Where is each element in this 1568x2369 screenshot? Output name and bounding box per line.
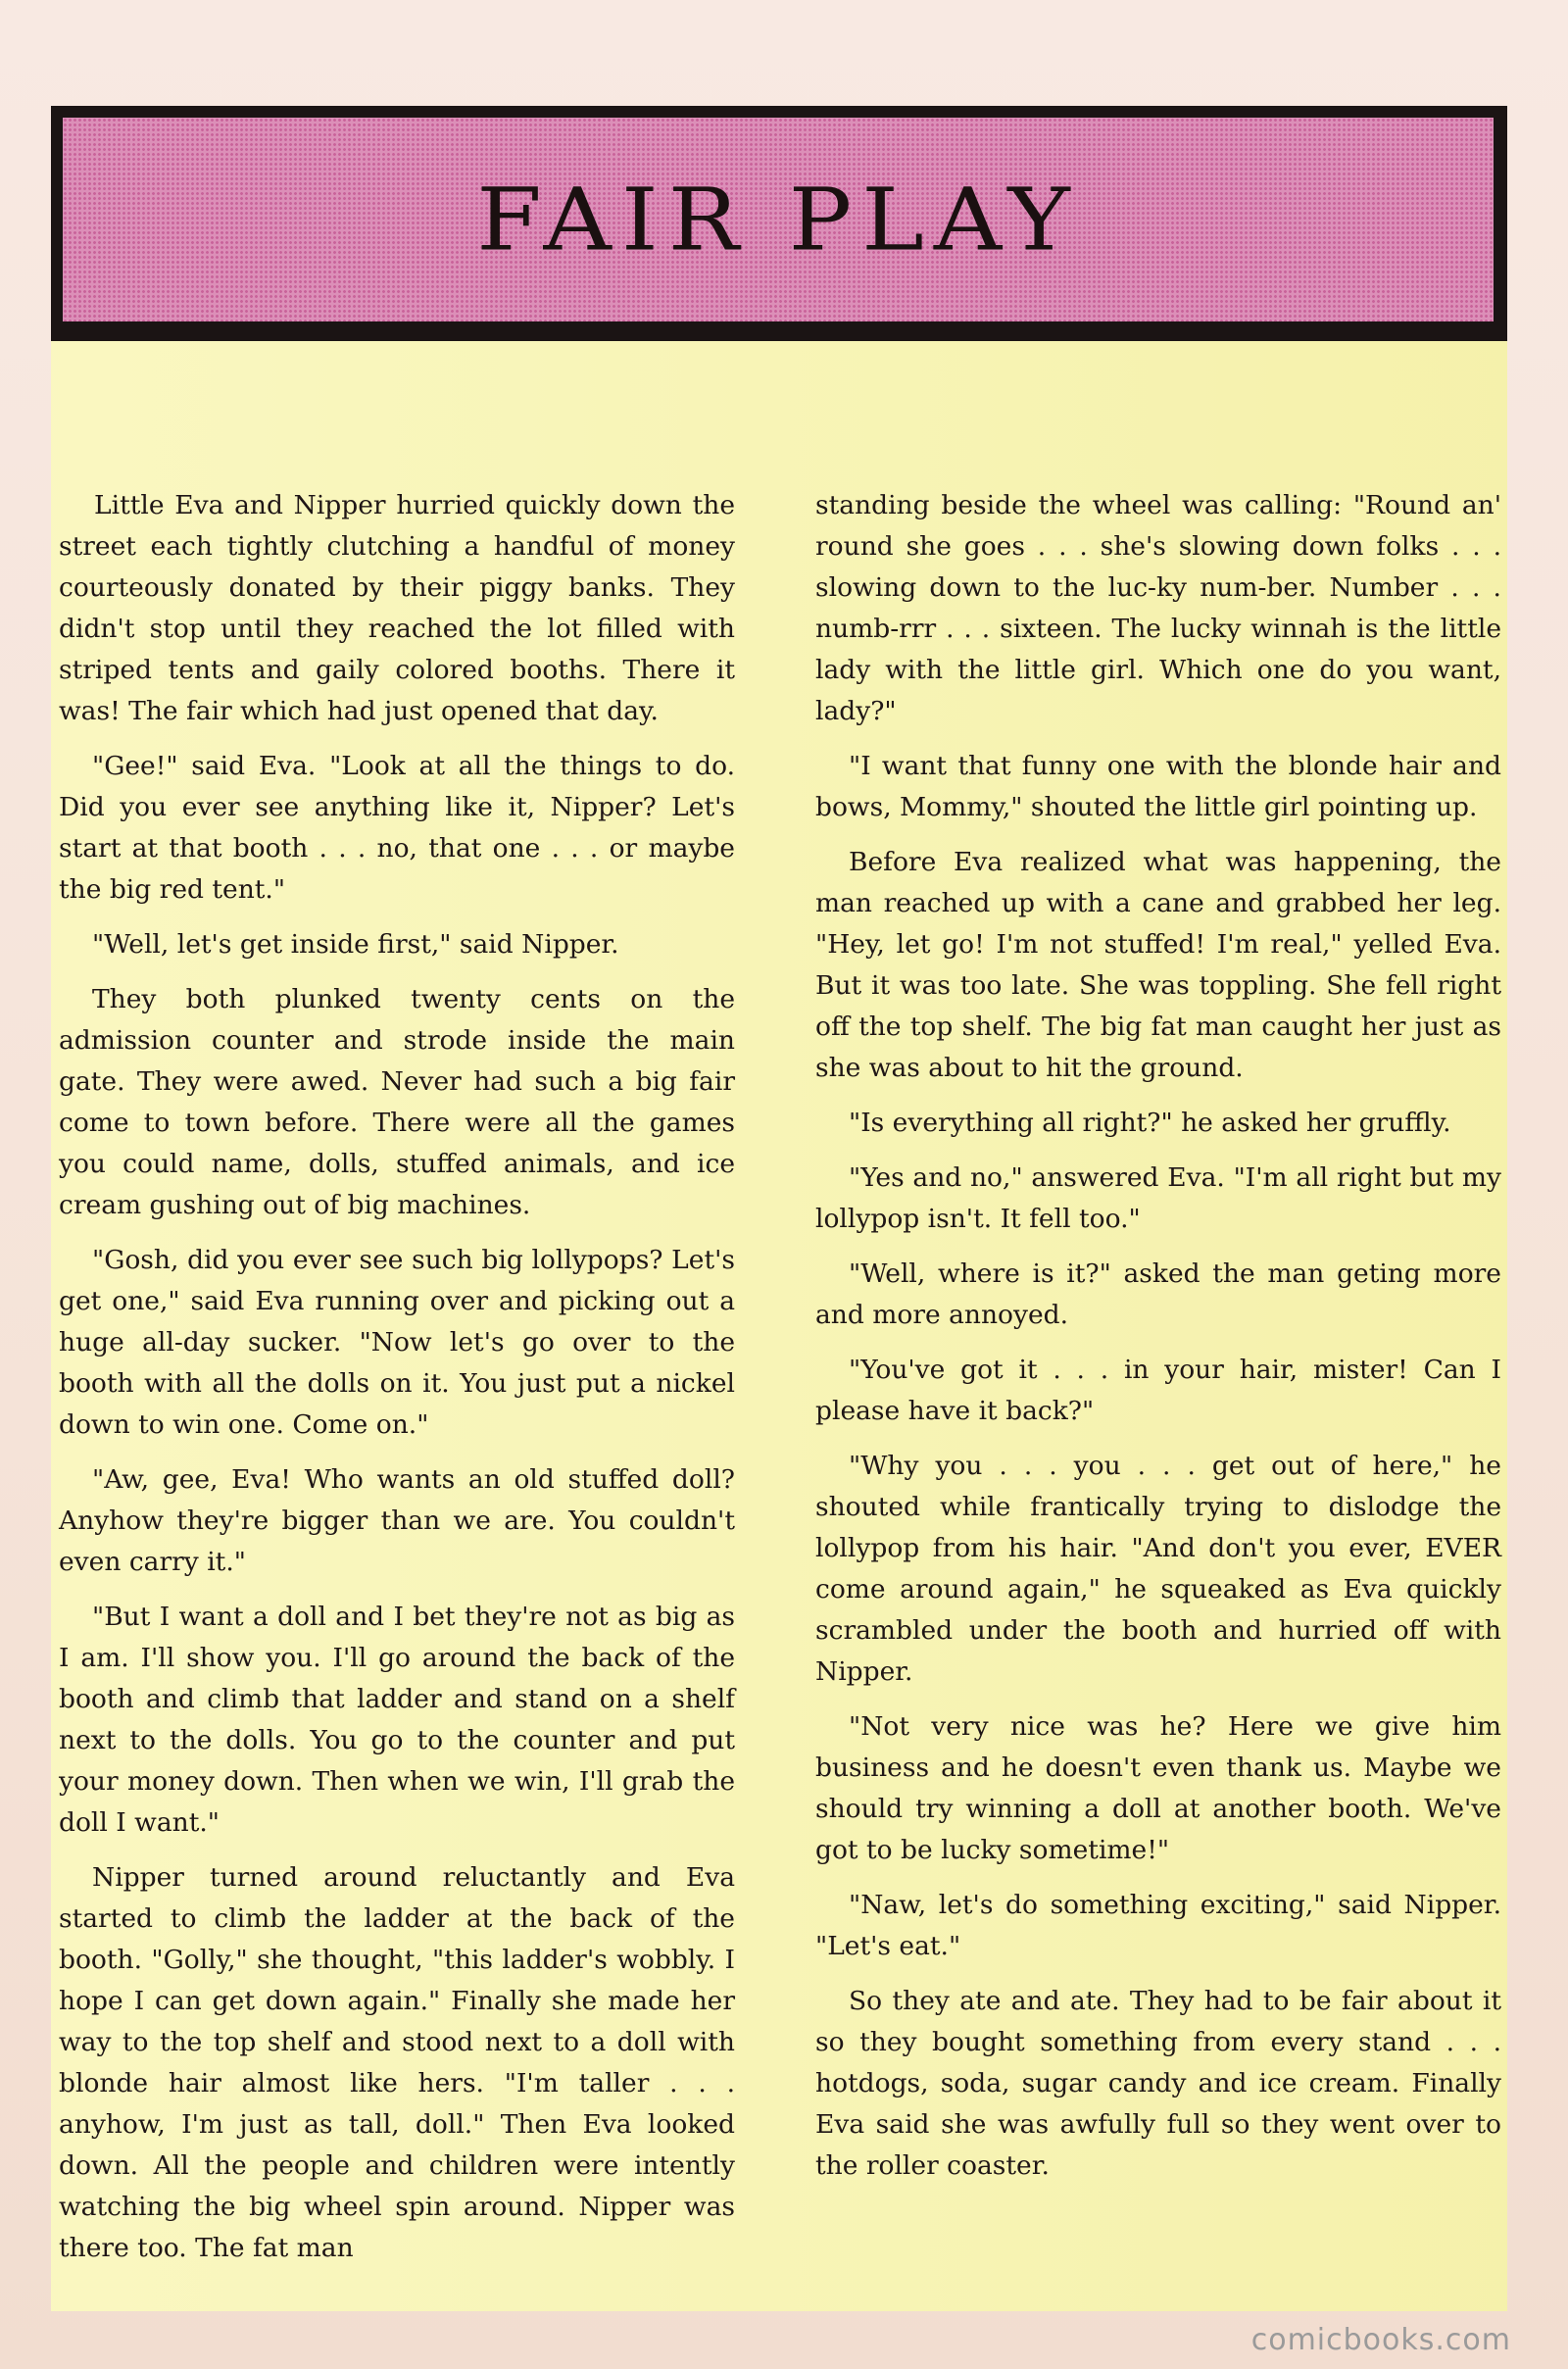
- paragraph: "Is everything all right?" he asked her gruffly.: [849, 1108, 1451, 1138]
- paragraph: standing beside the wheel was calling: "Round an' round she goes . . . she's slowing down folks . . . slowing down to the luc-ky num-ber. Number . . . numb-rrr . . . sixteen. The lucky winnah is the little lady with the little girl. Which one do you want, lady?": [815, 490, 1501, 726]
- paragraph: "Gosh, did you ever see such big lollypops? Let's get one," said Eva running over and picking out a huge all-day sucker. "Now let's go over to the booth with all the dolls on it. You just put a nickel down to win one. Come on.": [59, 1245, 735, 1440]
- paragraph: "Gee!" said Eva. "Look at all the things to do. Did you ever see anything like it, Nipper? Let's start at that booth . . . no, that one . . . or maybe the big red tent.": [59, 751, 735, 905]
- paragraph: "You've got it . . . in your hair, mister! Can I please have it back?": [815, 1355, 1501, 1426]
- paragraph: "I want that funny one with the blonde hair and bows, Mommy," shouted the little girl pointing up.: [815, 751, 1501, 822]
- watermark: comicbooks.com: [1250, 2323, 1511, 2357]
- paragraph: "Well, let's get inside first," said Nipper.: [92, 929, 619, 960]
- title-banner-fill: [63, 118, 1494, 321]
- title-banner: [51, 106, 1507, 341]
- paragraph: "Well, where is it?" asked the man geting more and more annoyed.: [815, 1259, 1501, 1330]
- left-column: [59, 485, 735, 2283]
- paragraph: "Naw, let's do something exciting," said Nipper. "Let's eat.": [815, 1890, 1501, 1961]
- story-title: FAIR PLAY: [476, 169, 1080, 271]
- paragraph: "Yes and no," answered Eva. "I'm all right but my lollypop isn't. It fell too.": [815, 1162, 1501, 1234]
- paragraph: Before Eva realized what was happening, the man reached up with a cane and grabbed her leg. "Hey, let go! I'm not stuffed! I'm real," yelled Eva. But it was too late. She was toppling. She fell right off the top shelf. The big fat man caught her just as she was about to hit the ground.: [815, 847, 1501, 1083]
- paragraph: They both plunked twenty cents on the admission counter and strode inside the main gate. They were awed. Never had such a big fair come to town before. There were all the games you could name, dolls, stuffed animals, and ice cream gushing out of big machines.: [59, 984, 735, 1220]
- paragraph: "Not very nice was he? Here we give him business and he doesn't even thank us. Maybe we should try winning a doll at another booth. We've got to be lucky sometime!": [815, 1711, 1501, 1865]
- paragraph: Little Eva and Nipper hurried quickly down the street each tightly clutching a handful of money courteously donated by their piggy banks. They didn't stop until they reached the lot filled with striped tents and gaily colored booths. There it was! The fair which had just opened that day.: [59, 490, 735, 726]
- paragraph: "Why you . . . you . . . get out of here," he shouted while frantically trying to dislodge the lollypop from his hair. "And don't you ever, EVER come around again," he squeaked as Eva quickly scrambled under the booth and hurried off with Nipper.: [815, 1451, 1501, 1687]
- paragraph: Nipper turned around reluctantly and Eva started to climb the ladder at the back of the booth. "Golly," she thought, "this ladder's wobbly. I hope I can get down again." Finally she made her way to the top shelf and stood next to a doll with blonde hair almost like hers. "I'm taller . . . anyhow, I'm just as tall, doll." Then Eva looked down. All the people and children were intently watching the big wheel spin around. Nipper was there too. The fat man: [59, 1862, 735, 2263]
- paragraph: So they ate and ate. They had to be fair about it so they bought something from every stand . . . hotdogs, soda, sugar candy and ice cream. Finally Eva said she was awfully full so they went over to the roller coaster.: [815, 1986, 1501, 2181]
- paragraph: "But I want a doll and I bet they're not as big as I am. I'll show you. I'll go around the back of the booth and climb that ladder and stand on a shelf next to the dolls. You go to the counter and put your money down. Then when we win, I'll grab the doll I want.": [59, 1602, 735, 1838]
- paragraph: "Aw, gee, Eva! Who wants an old stuffed doll? Anyhow they're bigger than we are. You couldn't even carry it.": [59, 1464, 735, 1577]
- right-column: [815, 485, 1501, 2200]
